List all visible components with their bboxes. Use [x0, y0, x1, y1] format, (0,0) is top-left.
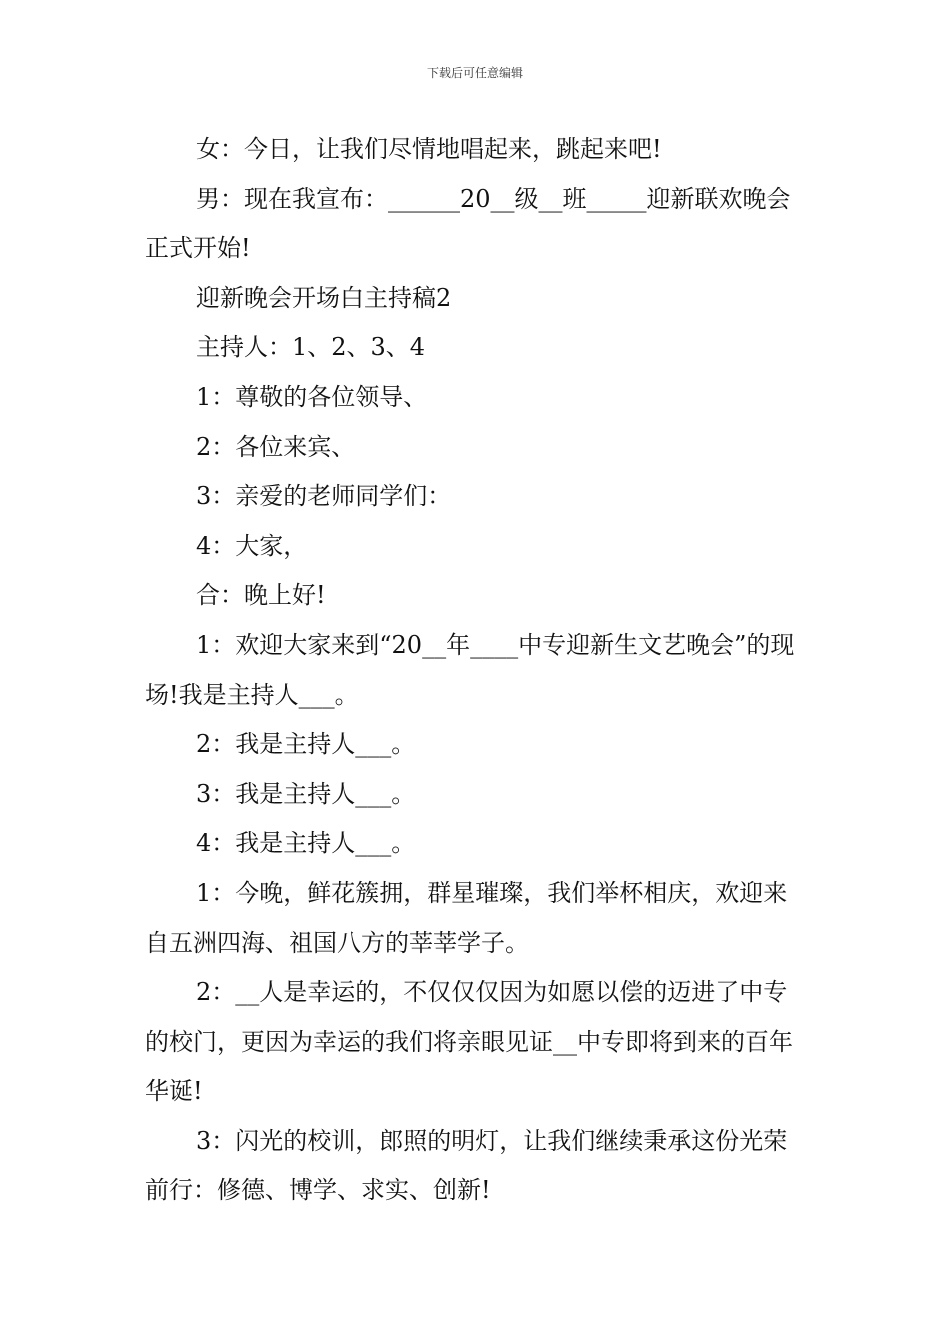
paragraph-female-host-line: 女：今日，让我们尽情地唱起来，跳起来吧!	[196, 135, 662, 163]
paragraph-line-4: 4：大家，	[196, 531, 308, 560]
paragraph-line-2: 2：各位来宾、	[196, 432, 356, 461]
paragraph-male-host-announcement: 男：现在我宣布：______20__级__班_____迎新联欢晚会正式开始!	[145, 184, 791, 263]
paragraph-line-3: 3：亲爱的老师同学们：	[196, 482, 452, 511]
paragraph-welcome: 1：欢迎大家来到“20__年____中专迎新生文艺晚会”的现场!我是主持人___。	[145, 630, 795, 709]
paragraph-together: 合：晚上好!	[196, 581, 326, 610]
paragraph-host-intro-2: 2：我是主持人___。	[196, 730, 416, 759]
document-body	[145, 125, 807, 1216]
paragraph-motto: 3：闪光的校训，郎照的明灯，让我们继续秉承这份光荣前行：修德、博学、求实、创新!	[145, 1126, 788, 1205]
paragraph-hosts-list: 主持人：1、2、3、4	[196, 333, 426, 362]
paragraph-tonight: 1：今晚，鲜花簇拥，群星璀璨，我们举杯相庆，欢迎来自五洲四海、祖国八方的莘莘学子。	[145, 878, 788, 957]
section-title: 迎新晚会开场白主持稿2	[196, 283, 452, 312]
paragraph-host-intro-4: 4：我是主持人___。	[196, 829, 416, 858]
paragraph-fortunate: 2：__人是幸运的，不仅仅仅因为如愿以偿的迈进了中专的校门，更因为幸运的我们将亲眼见证__中专即将到来的百年华诞!	[145, 978, 793, 1106]
paragraph-line-1: 1：尊敬的各位领导、	[196, 382, 428, 411]
paragraph-host-intro-3: 3：我是主持人___。	[196, 779, 416, 808]
page-header-note: 下载后可任意编辑	[426, 66, 523, 80]
